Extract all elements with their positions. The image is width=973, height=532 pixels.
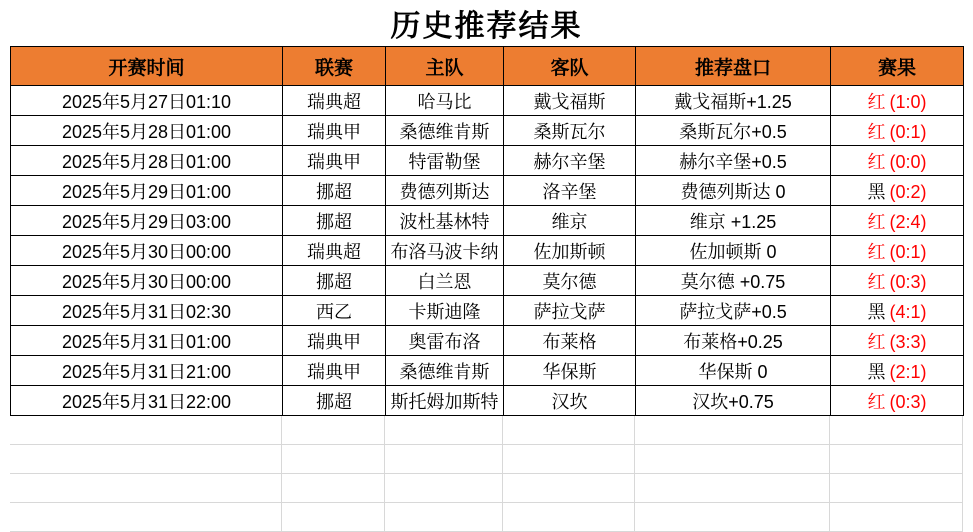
empty-cell[interactable]: [503, 503, 635, 532]
result-label: 红: [867, 151, 886, 172]
league-cell: 挪超: [283, 266, 386, 296]
home-team-cell: 桑德维肯斯: [386, 356, 504, 386]
empty-cell[interactable]: [503, 474, 635, 503]
home-team-cell: 奥雷布洛: [386, 326, 504, 356]
result-cell: [831, 296, 964, 326]
column-header-pick: 推荐盘口: [636, 47, 831, 86]
table-row: [11, 206, 964, 236]
home-team-cell: 布洛马波卡纳: [386, 236, 504, 266]
table-row: [11, 146, 964, 176]
match-time-cell: 2025年5月31日21:00: [11, 356, 283, 386]
column-header-result: 赛果: [831, 47, 964, 86]
match-time-cell: 2025年5月30日00:00: [11, 236, 283, 266]
result-score: (3:3): [889, 331, 927, 352]
empty-cell[interactable]: [10, 503, 282, 532]
result-label: 黑: [867, 301, 886, 322]
result-cell: [831, 236, 964, 266]
league-cell: 瑞典甲: [283, 356, 386, 386]
column-header-home: 主队: [386, 47, 504, 86]
pick-cell: 莫尔德 +0.75: [636, 266, 831, 296]
result-score: (2:4): [889, 211, 927, 232]
empty-row: [10, 416, 963, 445]
result-score: (0:3): [889, 271, 927, 292]
empty-cell[interactable]: [282, 445, 385, 474]
result-cell: [831, 356, 964, 386]
away-team-cell: 布莱格: [504, 326, 636, 356]
empty-cell[interactable]: [635, 445, 830, 474]
home-team-cell: 费德列斯达: [386, 176, 504, 206]
empty-cell[interactable]: [830, 503, 963, 532]
empty-grid-area: [10, 416, 963, 532]
result-cell: [831, 206, 964, 236]
result-score: (0:2): [889, 181, 927, 202]
result-label: 红: [867, 91, 886, 112]
result-score: (1:0): [889, 91, 927, 112]
pick-cell: 萨拉戈萨+0.5: [636, 296, 831, 326]
result-label: 黑: [867, 181, 886, 202]
empty-cell[interactable]: [635, 474, 830, 503]
empty-cell[interactable]: [830, 416, 963, 445]
league-cell: 瑞典甲: [283, 146, 386, 176]
league-cell: 瑞典超: [283, 236, 386, 266]
home-team-cell: 斯托姆加斯特: [386, 386, 504, 416]
empty-cell[interactable]: [635, 503, 830, 532]
table-row: [11, 236, 964, 266]
home-team-cell: 白兰恩: [386, 266, 504, 296]
pick-cell: 汉坎+0.75: [636, 386, 831, 416]
away-team-cell: 华保斯: [504, 356, 636, 386]
pick-cell: 布莱格+0.25: [636, 326, 831, 356]
empty-row: [10, 503, 963, 532]
empty-cell[interactable]: [282, 416, 385, 445]
table-body: [11, 86, 964, 416]
away-team-cell: 戴戈福斯: [504, 86, 636, 116]
result-cell: [831, 146, 964, 176]
match-time-cell: 2025年5月30日00:00: [11, 266, 283, 296]
away-team-cell: 桑斯瓦尔: [504, 116, 636, 146]
empty-cell[interactable]: [10, 445, 282, 474]
empty-cell[interactable]: [10, 474, 282, 503]
results-table: [10, 46, 964, 416]
pick-cell: 维京 +1.25: [636, 206, 831, 236]
result-score: (0:1): [889, 121, 927, 142]
result-score: (0:3): [889, 391, 927, 412]
table-row: [11, 296, 964, 326]
home-team-cell: 卡斯迪隆: [386, 296, 504, 326]
page-title: 历史推荐结果: [390, 10, 583, 43]
empty-cell[interactable]: [503, 445, 635, 474]
empty-cell[interactable]: [635, 416, 830, 445]
match-time-cell: 2025年5月28日01:00: [11, 116, 283, 146]
pick-cell: 桑斯瓦尔+0.5: [636, 116, 831, 146]
empty-cell[interactable]: [385, 474, 503, 503]
result-cell: [831, 266, 964, 296]
table-header-row: [11, 47, 964, 86]
away-team-cell: 洛辛堡: [504, 176, 636, 206]
empty-cell[interactable]: [830, 474, 963, 503]
league-cell: 瑞典甲: [283, 326, 386, 356]
league-cell: 挪超: [283, 386, 386, 416]
result-score: (4:1): [889, 301, 927, 322]
pick-cell: 戴戈福斯+1.25: [636, 86, 831, 116]
column-header-away: 客队: [504, 47, 636, 86]
table-row: [11, 86, 964, 116]
away-team-cell: 赫尔辛堡: [504, 146, 636, 176]
empty-cell[interactable]: [385, 503, 503, 532]
pick-cell: 费德列斯达 0: [636, 176, 831, 206]
away-team-cell: 汉坎: [504, 386, 636, 416]
empty-row: [10, 474, 963, 503]
match-time-cell: 2025年5月28日01:00: [11, 146, 283, 176]
pick-cell: 华保斯 0: [636, 356, 831, 386]
column-header-time: 开赛时间: [11, 47, 283, 86]
empty-cell[interactable]: [503, 416, 635, 445]
empty-cell[interactable]: [10, 416, 282, 445]
match-time-cell: 2025年5月27日01:10: [11, 86, 283, 116]
match-time-cell: 2025年5月29日03:00: [11, 206, 283, 236]
title-row: [0, 0, 973, 46]
away-team-cell: 莫尔德: [504, 266, 636, 296]
match-time-cell: 2025年5月31日22:00: [11, 386, 283, 416]
table-row: [11, 176, 964, 206]
result-label: 红: [867, 271, 886, 292]
empty-cell[interactable]: [385, 445, 503, 474]
empty-row: [10, 445, 963, 474]
pick-cell: 佐加顿斯 0: [636, 236, 831, 266]
empty-cell[interactable]: [830, 445, 963, 474]
result-score: (2:1): [889, 361, 927, 382]
league-cell: 西乙: [283, 296, 386, 326]
league-cell: 瑞典甲: [283, 116, 386, 146]
home-team-cell: 特雷勒堡: [386, 146, 504, 176]
table-row: [11, 326, 964, 356]
result-cell: [831, 86, 964, 116]
league-cell: 挪超: [283, 176, 386, 206]
league-cell: 挪超: [283, 206, 386, 236]
result-cell: [831, 116, 964, 146]
result-cell: [831, 326, 964, 356]
result-cell: [831, 176, 964, 206]
result-score: (0:0): [889, 151, 927, 172]
result-label: 红: [867, 331, 886, 352]
away-team-cell: 萨拉戈萨: [504, 296, 636, 326]
match-time-cell: 2025年5月31日02:30: [11, 296, 283, 326]
home-team-cell: 桑德维肯斯: [386, 116, 504, 146]
away-team-cell: 佐加斯顿: [504, 236, 636, 266]
table-row: [11, 356, 964, 386]
result-label: 黑: [867, 361, 886, 382]
table-row: [11, 116, 964, 146]
table-row: [11, 266, 964, 296]
away-team-cell: 维京: [504, 206, 636, 236]
league-cell: 瑞典超: [283, 86, 386, 116]
result-label: 红: [867, 121, 886, 142]
empty-cell[interactable]: [282, 503, 385, 532]
result-score: (0:1): [889, 241, 927, 262]
result-label: 红: [867, 391, 886, 412]
match-time-cell: 2025年5月29日01:00: [11, 176, 283, 206]
home-team-cell: 波杜基林特: [386, 206, 504, 236]
result-label: 红: [867, 241, 886, 262]
table-row: [11, 386, 964, 416]
empty-cell[interactable]: [282, 474, 385, 503]
home-team-cell: 哈马比: [386, 86, 504, 116]
result-cell: [831, 386, 964, 416]
empty-cell[interactable]: [385, 416, 503, 445]
result-label: 红: [867, 211, 886, 232]
row-header-gutter: [0, 0, 10, 514]
column-header-league: 联赛: [283, 47, 386, 86]
match-time-cell: 2025年5月31日01:00: [11, 326, 283, 356]
pick-cell: 赫尔辛堡+0.5: [636, 146, 831, 176]
